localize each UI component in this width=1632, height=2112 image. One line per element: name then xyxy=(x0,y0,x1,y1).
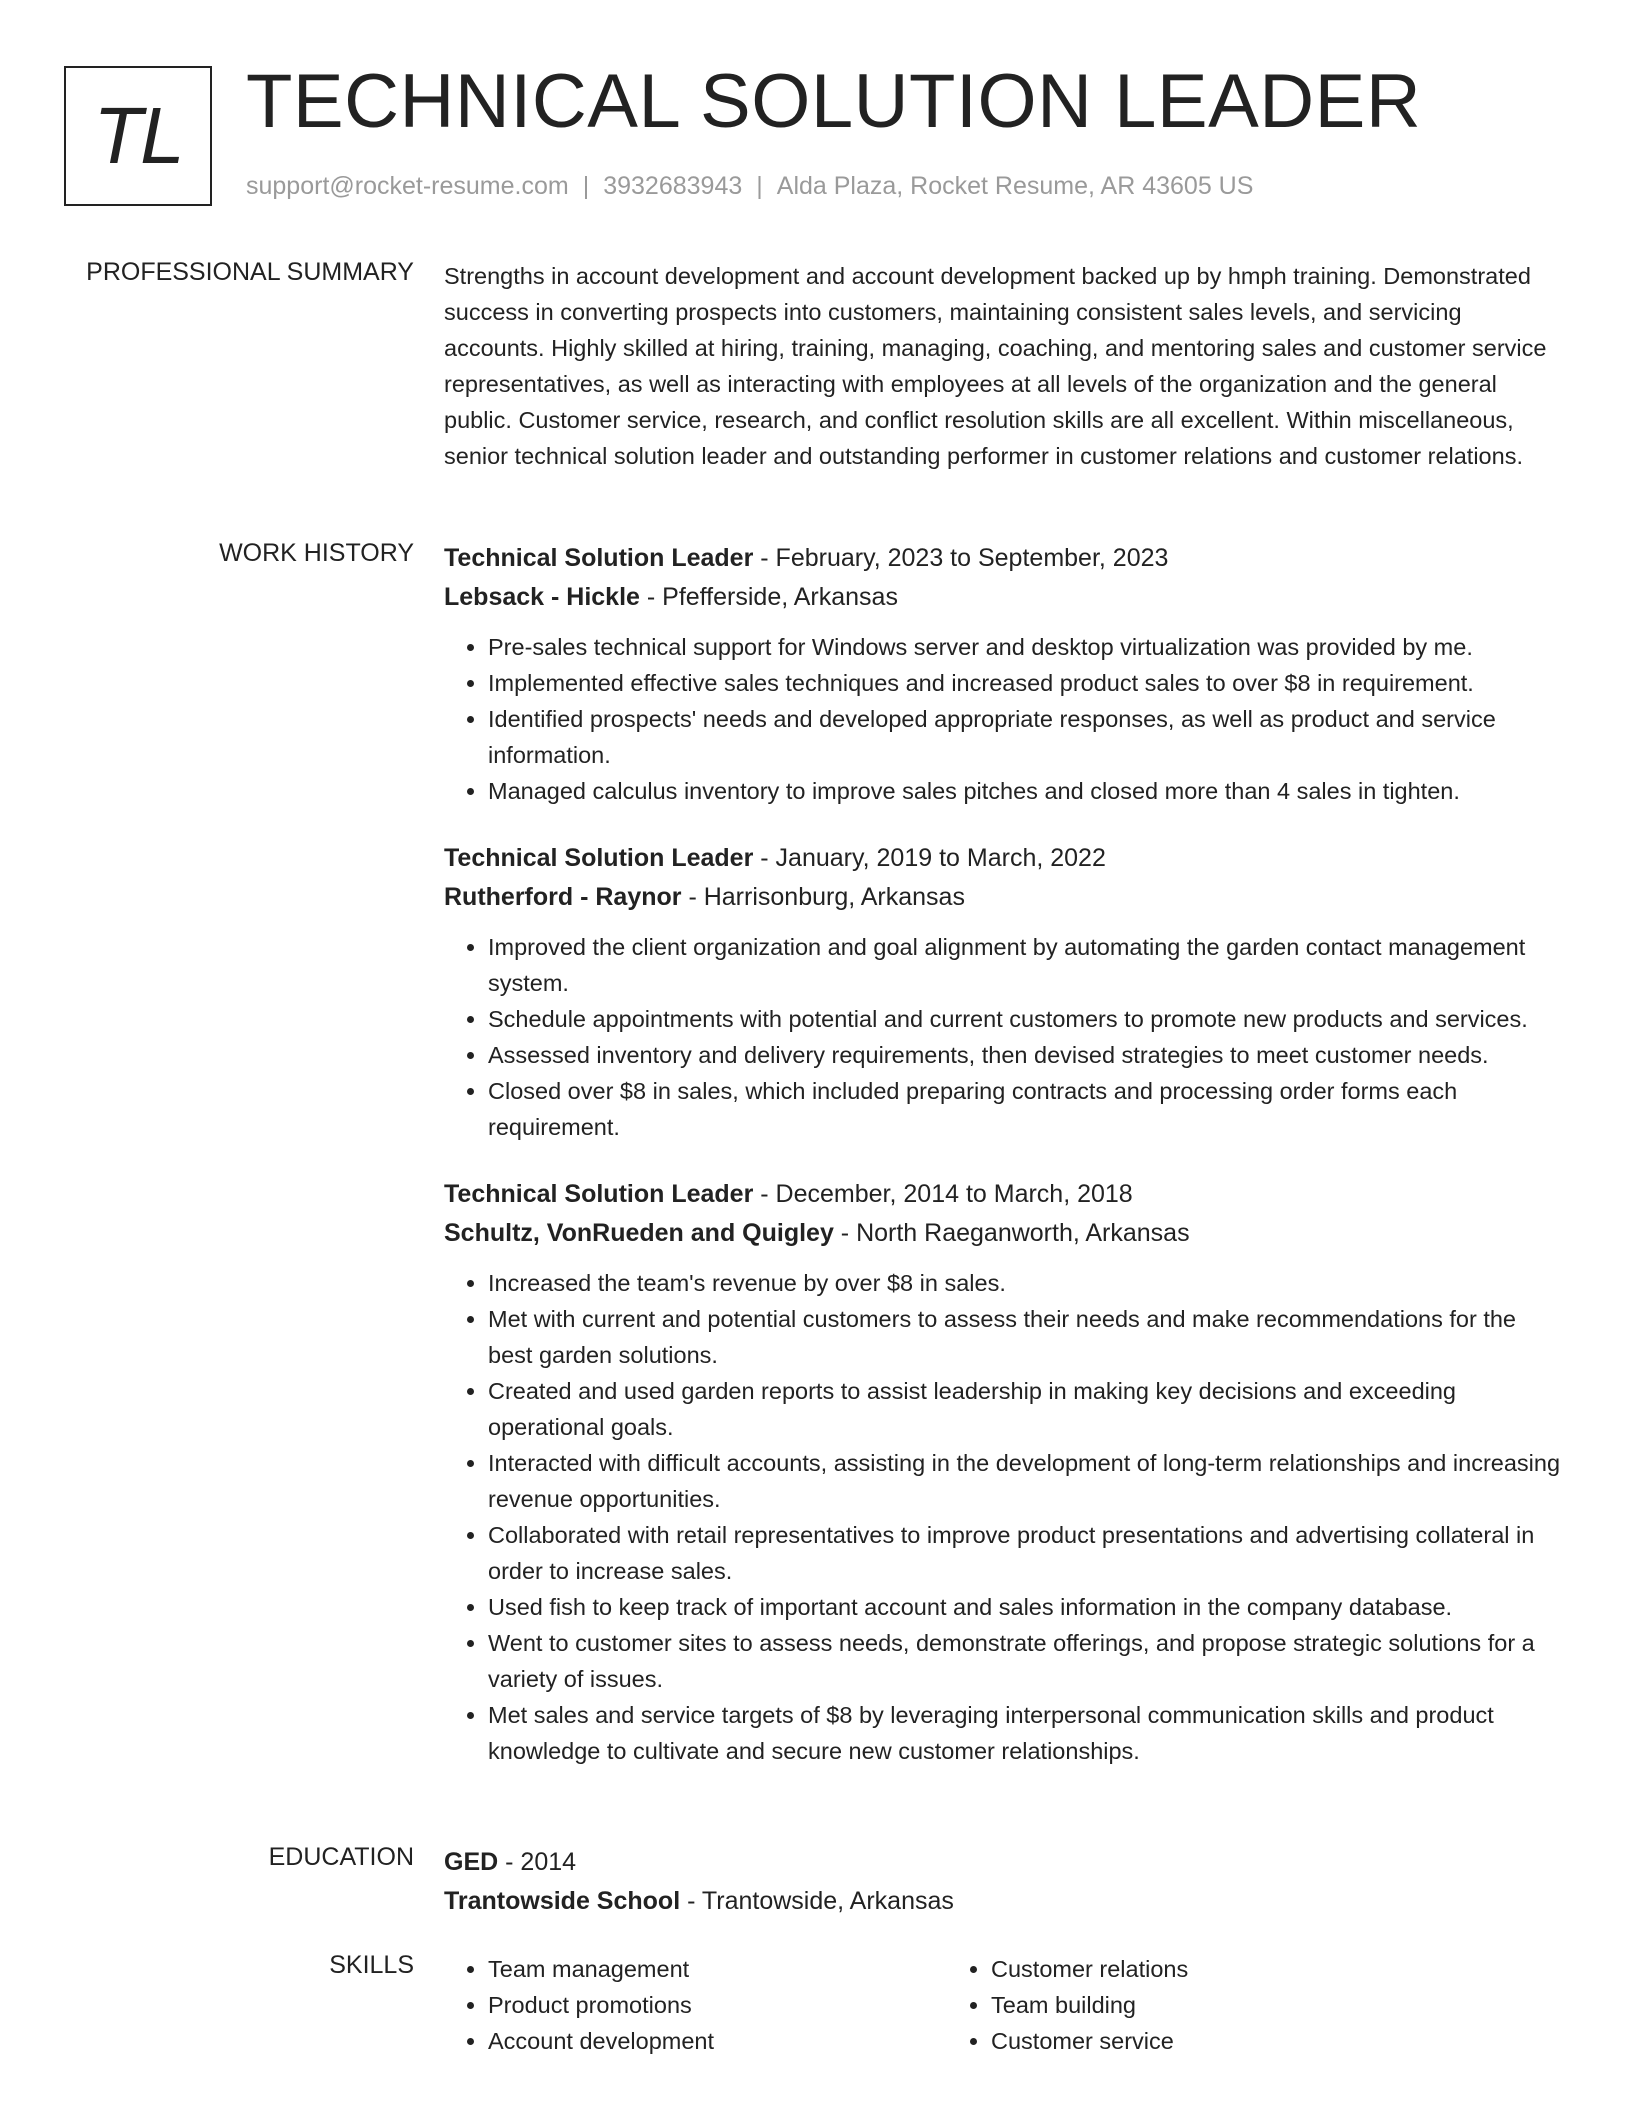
job-company-line xyxy=(444,878,1564,917)
job-title: Technical Solution Leader xyxy=(444,1180,754,1208)
contact-phone: 3932683943 xyxy=(603,172,743,200)
monogram-logo: TL xyxy=(64,66,212,206)
job-company: Rutherford - Raynor xyxy=(444,883,682,911)
job-entry xyxy=(444,839,1564,1145)
contact-line xyxy=(246,172,1253,201)
work-history-body xyxy=(444,539,1564,1799)
education-school-line xyxy=(444,1882,1564,1921)
job-bullet: • Went to customer sites to assess needs, demonstrate offerings, and propose strategic solutions for a variety of issues. xyxy=(488,1625,1564,1697)
contact-separator: | xyxy=(756,172,763,200)
job-bullet: • Improved the client organization and goal alignment by automating the garden contact management system. xyxy=(488,929,1564,1001)
job-entry xyxy=(444,539,1564,809)
job-title-line xyxy=(444,539,1564,578)
section-heading-skills: SKILLS xyxy=(329,1951,414,1979)
job-location: - Harrisonburg, Arkansas xyxy=(688,883,965,911)
job-dates: - January, 2019 to March, 2022 xyxy=(760,844,1106,872)
job-bullet: • Met sales and service targets of $8 by leveraging interpersonal communication skills and product knowledge to cultivate and secure new customer relationships. xyxy=(488,1697,1564,1769)
job-bullet: • Schedule appointments with potential and current customers to promote new products and services. xyxy=(488,1001,1564,1037)
candidate-name: TECHNICAL SOLUTION LEADER xyxy=(246,59,1422,144)
job-entry xyxy=(444,1175,1564,1769)
job-bullet: • Created and used garden reports to assist leadership in making key decisions and exceeding operational goals. xyxy=(488,1373,1564,1445)
skill-item: • Team building xyxy=(991,1987,1450,2023)
job-bullet: • Managed calculus inventory to improve sales pitches and closed more than 4 sales in tighten. xyxy=(488,773,1564,809)
job-dates: - February, 2023 to September, 2023 xyxy=(760,544,1169,572)
job-bullets xyxy=(444,629,1564,809)
job-company-line xyxy=(444,1214,1564,1253)
summary-body xyxy=(444,258,1564,474)
job-dates: - December, 2014 to March, 2018 xyxy=(760,1180,1133,1208)
section-heading-summary: PROFESSIONAL SUMMARY xyxy=(86,258,414,286)
job-title: Technical Solution Leader xyxy=(444,544,754,572)
job-location: - North Raeganworth, Arkansas xyxy=(840,1219,1190,1247)
job-bullets xyxy=(444,1265,1564,1769)
job-bullet: • Met with current and potential customers to assess their needs and make recommendations for the best garden solutions. xyxy=(488,1301,1564,1373)
job-bullet: • Closed over $8 in sales, which included preparing contracts and processing order forms each requirement. xyxy=(488,1073,1564,1145)
skills-column-right xyxy=(947,1951,1450,2059)
skill-item: • Account development xyxy=(488,2023,947,2059)
contact-separator: | xyxy=(582,172,590,200)
contact-email: support@rocket-resume.com xyxy=(246,172,569,200)
skill-item: • Team management xyxy=(488,1951,947,1987)
skill-item: • Product promotions xyxy=(488,1987,947,2023)
job-title: Technical Solution Leader xyxy=(444,844,754,872)
job-company-line xyxy=(444,578,1564,617)
contact-address: Alda Plaza, Rocket Resume, AR 43605 US xyxy=(776,172,1254,200)
education-location: - Trantowside, Arkansas xyxy=(687,1887,954,1915)
job-bullet: • Implemented effective sales techniques and increased product sales to over $8 in requirement. xyxy=(488,665,1564,701)
job-bullet: • Increased the team's revenue by over $8 in sales. xyxy=(488,1265,1564,1301)
education-year: - 2014 xyxy=(505,1848,577,1876)
job-bullet: • Assessed inventory and delivery requirements, then devised strategies to meet customer needs. xyxy=(488,1037,1564,1073)
job-title-line xyxy=(444,1175,1564,1214)
job-company: Schultz, VonRueden and Quigley xyxy=(444,1219,834,1247)
section-heading-work-history: WORK HISTORY xyxy=(219,539,414,567)
summary-text: Strengths in account development and account development backed up by hmph training. Demonstrated success in converting prospects into customers, maintaining consistent sales levels, and servicing accounts. Highly skilled at hiring, training, managing, coaching, and mentoring sales and customer service representatives, as well as interacting with employees at all levels of the organization and the general public. Customer service, research, and conflict resolution skills are all excellent. Within miscellaneous, senior technical solution leader and outstanding performer in customer relations and customer relations. xyxy=(444,263,1547,469)
skill-item: • Customer service xyxy=(991,2023,1450,2059)
education-school: Trantowside School xyxy=(444,1887,681,1915)
job-bullets xyxy=(444,929,1564,1145)
section-heading-education: EDUCATION xyxy=(268,1843,414,1871)
education-body xyxy=(444,1843,1564,1921)
job-bullet: • Collaborated with retail representatives to improve product presentations and advertising collateral in order to increase sales. xyxy=(488,1517,1564,1589)
job-location: - Pfefferside, Arkansas xyxy=(646,583,898,611)
job-bullet: • Identified prospects' needs and developed appropriate responses, as well as product and service information. xyxy=(488,701,1564,773)
job-bullet: • Interacted with difficult accounts, assisting in the development of long-term relationships and increasing revenue opportunities. xyxy=(488,1445,1564,1517)
skills-column-left xyxy=(444,1951,947,2059)
job-bullet: • Pre-sales technical support for Windows server and desktop virtualization was provided by me. xyxy=(488,629,1564,665)
job-title-line xyxy=(444,839,1564,878)
job-company: Lebsack - Hickle xyxy=(444,583,640,611)
education-degree: GED xyxy=(444,1848,499,1876)
education-degree-line xyxy=(444,1843,1564,1882)
skills-body xyxy=(444,1951,1564,2059)
resume-header xyxy=(64,59,1572,214)
skill-item: • Customer relations xyxy=(991,1951,1450,1987)
job-bullet: • Used fish to keep track of important account and sales information in the company database. xyxy=(488,1589,1564,1625)
